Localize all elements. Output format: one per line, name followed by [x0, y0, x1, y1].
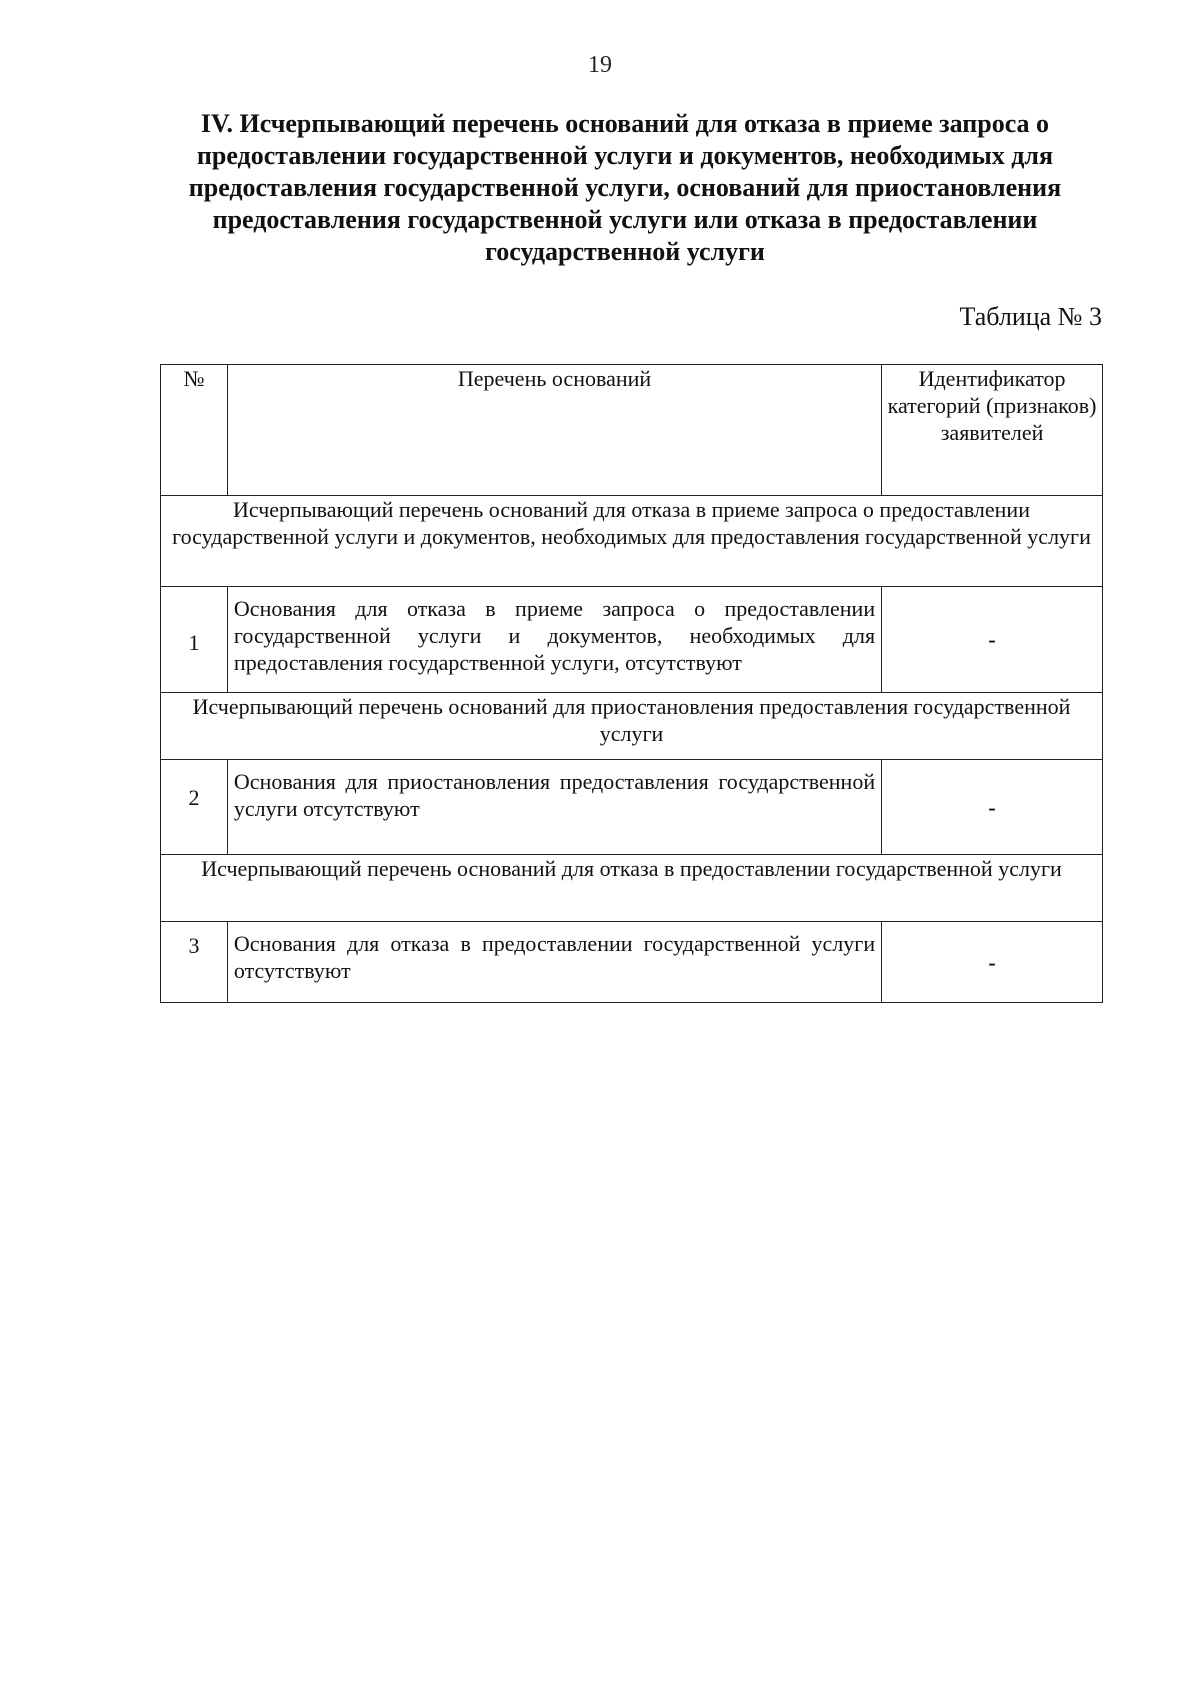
row-identifier: -	[882, 587, 1103, 693]
table-header-row	[161, 365, 1103, 496]
table-label: Таблица № 3	[959, 302, 1102, 331]
section-row	[161, 496, 1103, 587]
row-identifier: -	[882, 922, 1103, 1003]
grounds-table	[160, 364, 1103, 1003]
section-title: Исчерпывающий перечень оснований для отказа в приеме запроса о предоставлении государственной услуги и документов, необходимых для предоставления государственной услуги	[161, 496, 1103, 587]
section-title: Исчерпывающий перечень оснований для отказа в предоставлении государственной услуги	[161, 855, 1103, 922]
row-number: 2	[161, 760, 228, 855]
row-identifier: -	[882, 760, 1103, 855]
row-number: 1	[161, 587, 228, 693]
header-grounds: Перечень оснований	[227, 365, 881, 496]
row-text: Основания для отказа в приеме запроса о предоставлении государственной услуги и документов, необходимых для предоставления государственной услуги, отсутствуют	[227, 587, 881, 693]
header-identifier: Идентификатор категорий (признаков) заявителей	[882, 365, 1103, 496]
section-row	[161, 855, 1103, 922]
section-row	[161, 693, 1103, 760]
section-heading: IV. Исчерпывающий перечень оснований для отказа в приеме запроса о предоставлении государственной услуги и документов, необходимых для предоставления государственной услуги, оснований для приостановления предоставления государственной услуги или отказа в предоставлении государственной услуги	[188, 109, 1062, 266]
section-title: Исчерпывающий перечень оснований для приостановления предоставления государственной услуги	[161, 693, 1103, 760]
row-text: Основания для приостановления предоставления государственной услуги отсутствуют	[227, 760, 881, 855]
row-number: 3	[161, 922, 228, 1003]
page-number: 19	[588, 52, 612, 78]
table-row	[161, 922, 1103, 1003]
table-row	[161, 587, 1103, 693]
header-number: №	[161, 365, 228, 496]
table-row	[161, 760, 1103, 855]
row-text: Основания для отказа в предоставлении государственной услуги отсутствуют	[227, 922, 881, 1003]
